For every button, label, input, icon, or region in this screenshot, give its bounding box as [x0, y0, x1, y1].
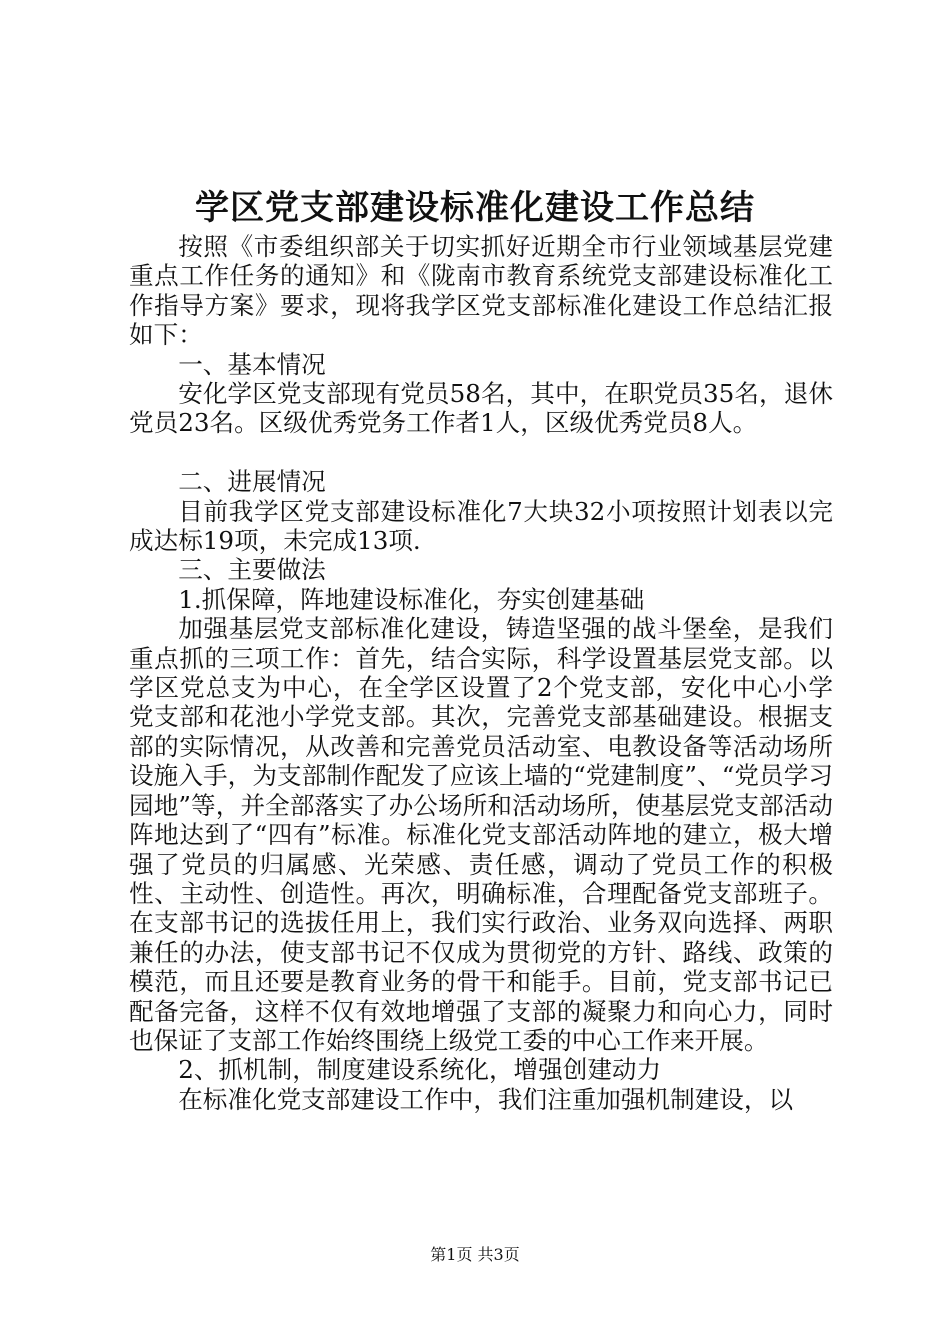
basic-info-paragraph: 安化学区党支部现有党员58名，其中，在职党员35名，退休党员23名。区级优秀党务工作者1人，区级优秀党员8人。 [129, 379, 833, 438]
intro-paragraph: 按照《市委组织部关于切实抓好近期全市行业领域基层党建重点工作任务的通知》和《陇南市教育系统党支部建设标准化工作指导方案》要求，现将我学区党支部标准化建设工作总结汇报如下： [129, 232, 833, 350]
subsection-heading-2: 2、抓机制，制度建设系统化，增强创建动力 [178, 1055, 662, 1085]
section-heading-basic-info: 一、基本情况 [178, 349, 326, 379]
progress-paragraph: 目前我学区党支部建设标准化7大块32小项按照计划表以完成达标19项，未完成13项. [129, 496, 833, 556]
blank-line [129, 438, 833, 467]
page-footer: 第1页 共3页 [430, 1245, 520, 1264]
document-body [129, 232, 833, 1114]
subsection-2-paragraph: 在标准化党支部建设工作中，我们注重加强机制建设，以 [178, 1084, 794, 1114]
document-title: 学区党支部建设标准化建设工作总结 [195, 188, 755, 228]
subsection-1-paragraph: 加强基层党支部标准化建设，铸造坚强的战斗堡垒，是我们重点抓的三项工作：首先，结合实际，科学设置基层党支部。以学区党总支为中心，在全学区设置了2个党支部，安化中心小学党支部和花池小学党支部。其次，完善党支部基础建设。根据支部的实际情况，从改善和完善党员活动室、电教设备等活动场所设施入手，为支部制作配发了应该上墙的“党建制度”、“党员学习园地”等，并全部落实了办公场所和活动场所，使基层党支部活动阵地达到了“四有”标准。标准化党支部活动阵地的建立，极大增强了党员的归属感、光荣感、责任感，调动了党员工作的积极性、主动性、创造性。再次，明确标准，合理配备党支部班子。在支部书记的选拔任用上，我们实行政治、业务双向选择、两职兼任的办法，使支部书记不仅成为贯彻党的方针、路线、政策的模范，而且还要是教育业务的骨干和能手。目前，党支部书记已配备完备，这样不仅有效地增强了支部的凝聚力和向心力，同时也保证了支部工作始终围绕上级党工委的中心工作来开展。 [129, 614, 833, 1055]
section-heading-progress: 二、进展情况 [178, 467, 326, 497]
section-heading-methods: 三、主要做法 [178, 555, 326, 585]
subsection-heading-1: 1.抓保障，阵地建设标准化，夯实创建基础 [178, 584, 645, 614]
